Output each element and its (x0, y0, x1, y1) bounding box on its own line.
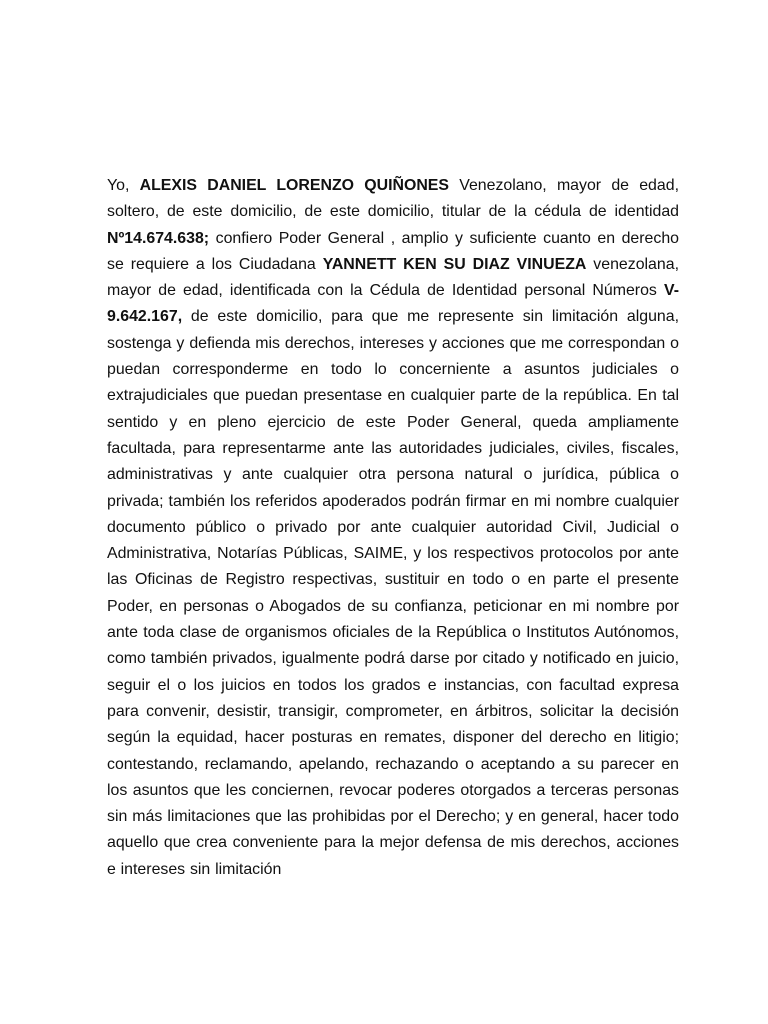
paragraph-run: de este domicilio, para que me represente sin limitación alguna, sostenga y defienda mis derechos, intereses y acciones que me correspondan o puedan corresponderme en todo lo concerniente a asuntos judiciales o extrajudiciales que puedan presentase en cualquier parte de la república. En tal sentido y en pleno ejercicio de este Poder General, queda ampliamente facultada, para representarme ante las autoridades judiciales, civiles, fiscales, administrativas y ante cualquier otra persona natural o jurídica, pública o privada; también los referidos apoderados podrán firmar en mi nombre cualquier documento público o privado por ante cualquier autoridad Civil, Judicial o Administrativa, Notarías Públicas, SAIME, y los respectivos protocolos por ante las Oficinas de Registro respectivas, sustituir en todo o en parte el presente Poder, en personas o Abogados de su confianza, peticionar en mi nombre por ante toda clase de organismos oficiales de la República o Institutos Autónomos, como también privados, igualmente podrá darse por citado y notificado en juicio, seguir el o los juicios en todos los grados e instancias, con facultad expresa para convenir, desistir, transigir, comprometer, en árbitros, solicitar la decisión según la equidad, hacer posturas en remates, disponer del derecho en litigio; contestando, reclamando, apelando, rechazando o aceptando a su parecer en los asuntos que les conciernen, revocar poderes otorgados a terceras personas sin más limitaciones que las prohibidas por el Derecho; y en general, hacer todo aquello que crea conveniente para la mejor defensa de mis derechos, acciones e intereses sin limitación (107, 308, 679, 878)
attorney-name: YANNETT KEN SU DIAZ VINUEZA (322, 255, 587, 273)
paragraph-run: Yo, (107, 177, 140, 194)
grantor-name: ALEXIS DANIEL LORENZO QUIÑONES (139, 177, 450, 194)
paragraph-run: venezolana, mayor de edad, identificada con la Cédula de Identidad personal Números (107, 255, 679, 300)
paragraph-run: confiero Poder General , amplio y suficiente cuanto en derecho se requiere a los Ciudadana (107, 229, 679, 273)
attorney-id-number: V-9.642.167, (107, 282, 679, 326)
paragraph-run: Venezolano, mayor de edad, soltero, de este domicilio, de este domicilio, titular de la cédula de identidad (107, 177, 679, 221)
power-of-attorney-paragraph (107, 173, 679, 883)
grantor-id-number: Nº14.674.638; (107, 229, 210, 247)
